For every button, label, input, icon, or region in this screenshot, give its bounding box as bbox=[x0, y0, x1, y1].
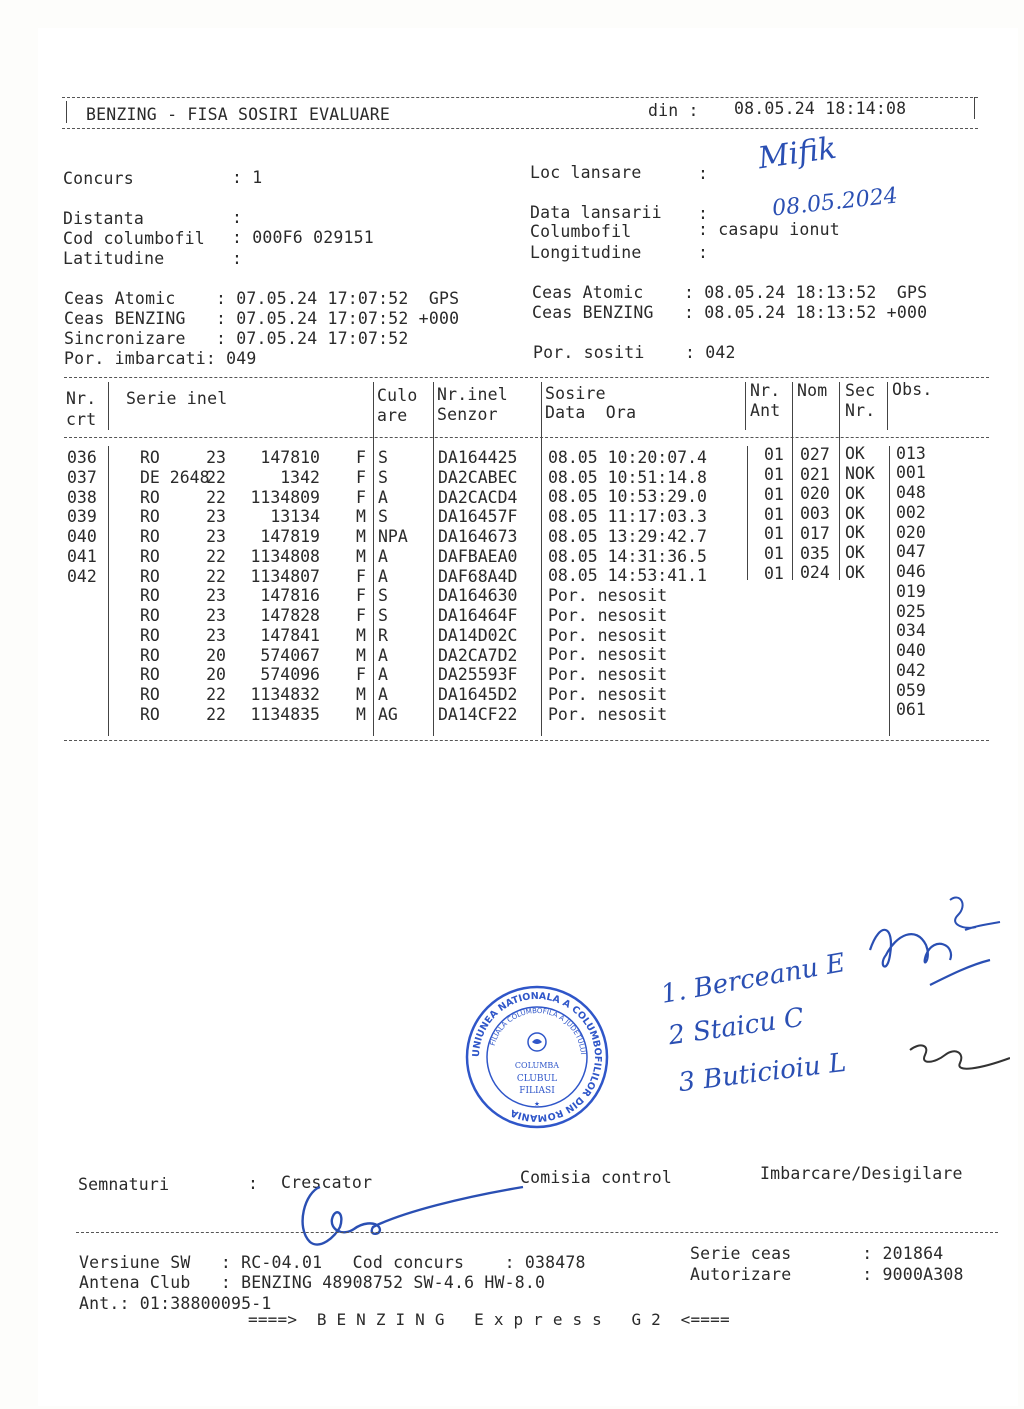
cell-obs: 002 bbox=[896, 502, 926, 522]
cell-obs: 013 bbox=[896, 443, 926, 463]
cell-ring-serial: 13134 bbox=[270, 507, 320, 527]
cell-sensor: DA2CABEC bbox=[438, 467, 518, 487]
cell-country: RO bbox=[140, 645, 160, 665]
crescator-signature bbox=[290, 1172, 530, 1252]
cell-sec: OK bbox=[845, 523, 865, 543]
porumbei-sositi: Por. sositi : 042 bbox=[533, 343, 736, 362]
cell-ring-serial: 147841 bbox=[260, 625, 320, 645]
cell-nr: 039 bbox=[67, 507, 97, 527]
cell-nr: 037 bbox=[67, 467, 97, 487]
cell-obs: 019 bbox=[896, 581, 926, 601]
cell-nom: 017 bbox=[800, 523, 830, 543]
autorizare: Autorizare : 9000A308 bbox=[690, 1265, 964, 1284]
benzing-express-brand: ====> B E N Z I N G E x p r e s s G 2 <==== bbox=[248, 1310, 730, 1329]
cell-country: RO bbox=[140, 665, 160, 685]
cell-year: 23 bbox=[206, 586, 226, 606]
cell-ring-serial: 1134809 bbox=[250, 487, 320, 507]
concurs-label: Concurs bbox=[63, 169, 134, 188]
table-bottom-rule bbox=[64, 740, 989, 741]
stamp-ring-text: UNIUNEA NATIONALA A COLUMBOFILILOR DIN ROMANIA bbox=[470, 990, 604, 1124]
cell-color: S bbox=[378, 606, 388, 625]
stamp-inner-ring-text: FILIALA COLUMBOFILA A JUDETULUI bbox=[488, 1006, 587, 1056]
antena-club: Antena Club : BENZING 48908752 SW-4.6 HW-8.0 bbox=[79, 1273, 546, 1292]
cell-country: RO bbox=[140, 527, 160, 546]
cell-nom: 024 bbox=[800, 563, 830, 583]
cell-arrival: Por. nesosit bbox=[548, 684, 668, 704]
cell-nom: 021 bbox=[800, 464, 830, 484]
cell-ring-serial: 1134832 bbox=[250, 685, 320, 704]
cell-ring-serial: 1134835 bbox=[250, 704, 320, 724]
cell-ring-serial: 147819 bbox=[260, 527, 320, 546]
cell-year: 22 bbox=[206, 546, 226, 566]
cell-color: A bbox=[378, 487, 388, 507]
concurs-value: : 1 bbox=[232, 168, 263, 187]
cell-year: 23 bbox=[206, 507, 226, 527]
cell-arrival: Por. nesosit bbox=[548, 586, 668, 606]
longitudine-label: Longitudine bbox=[530, 243, 642, 262]
cell-year: 22 bbox=[206, 566, 226, 586]
col-sep-culoare bbox=[433, 382, 434, 736]
col-sep-serie bbox=[373, 382, 374, 736]
cell-ring-serial: 574096 bbox=[260, 665, 320, 685]
cell-arrival: Por. nesosit bbox=[548, 605, 668, 625]
th-culoare-line2: are bbox=[377, 406, 408, 425]
crescator-label: Crescator bbox=[281, 1173, 373, 1192]
cell-sex: F bbox=[356, 448, 366, 467]
cell-sensor: DA2CACD4 bbox=[438, 487, 518, 507]
data-lansarii-label: Data lansarii bbox=[530, 203, 662, 222]
cell-sex: M bbox=[356, 546, 366, 566]
commission-member-2: 2 Staicu C bbox=[666, 1002, 806, 1052]
cell-arrival: Por. nesosit bbox=[548, 704, 668, 724]
ceas-atomic-left: Ceas Atomic : 07.05.24 17:07:52 GPS bbox=[64, 289, 460, 308]
cell-country: RO bbox=[140, 704, 160, 724]
cell-country: DE 2648 bbox=[140, 467, 210, 487]
stamp-center-filiasi: FILIASI bbox=[519, 1086, 555, 1096]
table-header-rule bbox=[64, 437, 989, 438]
loc-lansare-value: : bbox=[698, 164, 709, 183]
cell-obs: 020 bbox=[896, 522, 926, 542]
cell-nr: 038 bbox=[67, 487, 97, 507]
cell-country: RO bbox=[140, 507, 160, 527]
columbofil-label: Columbofil bbox=[530, 222, 632, 241]
cell-sex: M bbox=[356, 704, 366, 724]
semnaturi-label: Semnaturi bbox=[78, 1175, 170, 1194]
cell-antenna: 01 bbox=[764, 544, 784, 564]
antena-id: Ant.: 01:38800095-1 bbox=[79, 1294, 272, 1313]
ceas-benzing-right: Ceas BENZING : 08.05.24 18:13:52 +000 bbox=[532, 303, 928, 322]
cell-sex: F bbox=[356, 586, 366, 606]
cell-ring-serial: 147810 bbox=[260, 448, 320, 467]
semnaturi-colon: : bbox=[248, 1174, 259, 1193]
th-serie-inel: Serie inel bbox=[126, 389, 228, 408]
sincronizare-left: Sincronizare : 07.05.24 17:07:52 bbox=[64, 329, 409, 348]
cell-obs: 047 bbox=[896, 542, 926, 562]
th-nr-line2: crt bbox=[66, 410, 97, 429]
th-sosire-line2: Data Ora bbox=[545, 403, 637, 422]
col-sep-nr bbox=[108, 382, 109, 430]
th-sec-line1: Sec bbox=[845, 381, 876, 400]
cell-arrival: Por. nesosit bbox=[548, 645, 668, 665]
cell-year: 23 bbox=[206, 625, 226, 645]
cell-arrival: 08.05 14:53:41.1 bbox=[548, 566, 707, 586]
cell-obs: 025 bbox=[896, 601, 926, 621]
cell-obs: 001 bbox=[896, 463, 926, 483]
latitudine-label: Latitudine bbox=[63, 249, 165, 268]
distanta-label: Distanta bbox=[63, 209, 145, 228]
header-top-rule bbox=[62, 97, 978, 98]
cell-arrival: 08.05 10:20:07.4 bbox=[548, 447, 707, 467]
stamp-center-clubul: CLUBUL bbox=[516, 1074, 558, 1084]
cell-color: A bbox=[378, 685, 388, 704]
cell-nom: 020 bbox=[800, 484, 830, 504]
stamp-star-icon: ★ bbox=[534, 1099, 540, 1109]
col-sep-ant bbox=[792, 382, 793, 580]
cell-sec: OK bbox=[845, 444, 865, 464]
cell-sensor: DA16464F bbox=[438, 606, 518, 625]
cell-sec: OK bbox=[845, 483, 865, 503]
data-lansarii-handwritten: 08.05.2024 bbox=[771, 183, 899, 222]
cell-obs: 061 bbox=[896, 700, 926, 720]
cell-sex: F bbox=[356, 467, 366, 487]
cell-sec: OK bbox=[845, 562, 865, 582]
cell-color: NPA bbox=[378, 527, 408, 546]
cell-ring-serial: 147816 bbox=[260, 586, 320, 606]
din-value: 08.05.24 18:14:08 bbox=[734, 99, 907, 118]
cell-year: 20 bbox=[206, 665, 226, 685]
cell-nr: 040 bbox=[67, 527, 97, 546]
cell-sex: M bbox=[356, 507, 366, 527]
cell-sex: M bbox=[356, 645, 366, 665]
cell-sec: OK bbox=[845, 503, 865, 523]
imbarcare-label: Imbarcare/Desigilare bbox=[760, 1164, 963, 1183]
cell-obs: 046 bbox=[896, 562, 926, 582]
cell-color: A bbox=[378, 546, 388, 566]
th-ant-line1: Nr. bbox=[750, 381, 781, 400]
cell-country: RO bbox=[140, 448, 160, 467]
loc-lansare-label: Loc lansare bbox=[530, 163, 642, 182]
cell-arrival: Por. nesosit bbox=[548, 665, 668, 685]
cell-color: R bbox=[378, 625, 388, 645]
cell-nr: 041 bbox=[67, 546, 97, 566]
cell-sex: M bbox=[356, 685, 366, 704]
cell-sex: M bbox=[356, 625, 366, 645]
cod-value: : 000F6 029151 bbox=[232, 228, 374, 247]
cell-antenna: 01 bbox=[764, 465, 784, 485]
cell-sensor: DAFBAEA0 bbox=[438, 546, 518, 566]
cell-ring-serial: 1342 bbox=[280, 467, 320, 487]
cell-nr: 036 bbox=[67, 448, 97, 467]
cell-year: 22 bbox=[206, 467, 226, 487]
col-sep-sosire-head bbox=[745, 382, 746, 430]
commission-member-3: 3 Buticioiu L bbox=[676, 1047, 848, 1099]
cell-ring-serial: 1134808 bbox=[250, 546, 320, 566]
cell-arrival: Por. nesosit bbox=[548, 625, 668, 645]
cell-color: A bbox=[378, 566, 388, 586]
cell-color: S bbox=[378, 448, 388, 467]
cell-nom: 003 bbox=[800, 504, 830, 524]
porumbei-imbarcati: Por. imbarcati: 049 bbox=[64, 349, 257, 368]
cell-sensor: DA16457F bbox=[438, 507, 518, 527]
cell-sensor: DAF68A4D bbox=[438, 566, 518, 586]
col-sep-sec-head bbox=[887, 382, 888, 430]
th-sec-line2: Nr. bbox=[845, 401, 876, 420]
cell-obs: 034 bbox=[896, 621, 926, 641]
cell-sensor: DA1645D2 bbox=[438, 685, 518, 704]
cell-country: RO bbox=[140, 566, 160, 586]
comisia-control-label: Comisia control bbox=[520, 1168, 673, 1187]
longitudine-value: : bbox=[698, 243, 709, 262]
commission-member-1: 1. Berceanu E bbox=[658, 948, 848, 1010]
th-sosire-line1: Sosire bbox=[545, 384, 606, 403]
cell-year: 22 bbox=[206, 704, 226, 724]
footer-rule bbox=[76, 1232, 998, 1233]
th-nom: Nom bbox=[797, 381, 828, 400]
cell-sensor: DA164673 bbox=[438, 527, 518, 546]
cell-year: 23 bbox=[206, 606, 226, 625]
col-sep-senzor bbox=[541, 382, 542, 736]
document-title: BENZING - FISA SOSIRI EVALUARE bbox=[86, 105, 391, 124]
cell-sensor: DA14D02C bbox=[438, 625, 518, 645]
serie-ceas: Serie ceas : 201864 bbox=[690, 1244, 944, 1263]
cell-country: RO bbox=[140, 625, 160, 645]
din-label: din : bbox=[648, 101, 699, 120]
cell-antenna: 01 bbox=[764, 484, 784, 504]
cell-country: RO bbox=[140, 487, 160, 507]
distanta-value: : bbox=[232, 208, 243, 227]
cell-country: RO bbox=[140, 546, 160, 566]
header-bottom-rule bbox=[62, 128, 978, 129]
cell-year: 20 bbox=[206, 645, 226, 665]
cell-nr: 042 bbox=[67, 566, 97, 586]
columbofil-value: : casapu ionut bbox=[698, 220, 840, 239]
cell-sensor: DA2CA7D2 bbox=[438, 645, 518, 665]
cell-sex: F bbox=[356, 487, 366, 507]
cell-nom: 027 bbox=[800, 444, 830, 464]
cell-antenna: 01 bbox=[764, 445, 784, 465]
cell-color: AG bbox=[378, 704, 398, 724]
cell-ring-serial: 1134807 bbox=[250, 566, 320, 586]
ceas-benzing-left: Ceas BENZING : 07.05.24 17:07:52 +000 bbox=[64, 309, 460, 328]
cell-year: 22 bbox=[206, 487, 226, 507]
loc-lansare-handwritten: Mifik bbox=[755, 130, 839, 177]
cell-obs: 048 bbox=[896, 483, 926, 503]
th-culoare-line1: Culo bbox=[377, 386, 418, 405]
cell-obs: 040 bbox=[896, 641, 926, 661]
th-ant-line2: Ant bbox=[750, 401, 781, 420]
cell-sensor: DA25593F bbox=[438, 665, 518, 685]
cell-obs: 042 bbox=[896, 660, 926, 680]
cell-nom: 035 bbox=[800, 543, 830, 563]
cell-arrival: 08.05 13:29:42.7 bbox=[548, 526, 707, 546]
th-inel-line2: Senzor bbox=[437, 405, 498, 424]
th-nr-line1: Nr. bbox=[66, 389, 97, 408]
cell-antenna: 01 bbox=[764, 504, 784, 524]
cell-sex: F bbox=[356, 566, 366, 586]
cell-antenna: 01 bbox=[764, 563, 784, 583]
cell-sensor: DA164630 bbox=[438, 586, 518, 606]
cell-ring-serial: 574067 bbox=[260, 645, 320, 665]
data-lansarii-value: : bbox=[698, 204, 709, 223]
stamp-pigeon-icon bbox=[532, 1039, 542, 1044]
latitudine-value: : bbox=[232, 249, 243, 268]
versiune-sw: Versiune SW : RC-04.01 Cod concurs : 038478 bbox=[79, 1253, 586, 1272]
col-sep-nom bbox=[839, 382, 840, 580]
cell-color: S bbox=[378, 507, 388, 527]
cell-arrival: 08.05 10:51:14.8 bbox=[548, 467, 707, 487]
cell-color: A bbox=[378, 645, 388, 665]
cell-sec: NOK bbox=[845, 464, 875, 484]
cell-arrival: 08.05 11:17:03.3 bbox=[548, 507, 707, 527]
col-sep-sec bbox=[889, 446, 890, 736]
header-left-border bbox=[66, 101, 67, 123]
club-stamp bbox=[462, 982, 612, 1132]
th-obs: Obs. bbox=[892, 380, 933, 399]
cell-year: 23 bbox=[206, 448, 226, 467]
cell-country: RO bbox=[140, 586, 160, 606]
cell-sensor: DA164425 bbox=[438, 448, 518, 467]
cell-obs: 059 bbox=[896, 680, 926, 700]
cod-label: Cod columbofil bbox=[63, 229, 205, 248]
cell-ring-serial: 147828 bbox=[260, 606, 320, 625]
commission-signatures bbox=[860, 890, 1010, 1100]
cell-sex: F bbox=[356, 665, 366, 685]
ceas-atomic-right: Ceas Atomic : 08.05.24 18:13:52 GPS bbox=[532, 283, 928, 302]
cell-sex: M bbox=[356, 527, 366, 546]
stamp-center-columba: COLUMBA bbox=[514, 1061, 560, 1070]
cell-color: S bbox=[378, 586, 388, 606]
cell-sensor: DA14CF22 bbox=[438, 704, 518, 724]
col-sep-sosire bbox=[747, 446, 748, 580]
cell-year: 22 bbox=[206, 685, 226, 704]
cell-antenna: 01 bbox=[764, 524, 784, 544]
cell-sec: OK bbox=[845, 543, 865, 563]
th-inel-line1: Nr.inel bbox=[437, 385, 508, 404]
header-right-border bbox=[974, 97, 975, 119]
cell-country: RO bbox=[140, 685, 160, 704]
cell-arrival: 08.05 10:53:29.0 bbox=[548, 487, 707, 507]
cell-color: S bbox=[378, 467, 388, 487]
cell-year: 23 bbox=[206, 527, 226, 546]
col-sep-nr-body bbox=[108, 446, 109, 736]
cell-sex: F bbox=[356, 606, 366, 625]
cell-arrival: 08.05 14:31:36.5 bbox=[548, 546, 707, 566]
cell-country: RO bbox=[140, 606, 160, 625]
cell-color: A bbox=[378, 665, 388, 685]
table-top-rule bbox=[64, 377, 989, 378]
